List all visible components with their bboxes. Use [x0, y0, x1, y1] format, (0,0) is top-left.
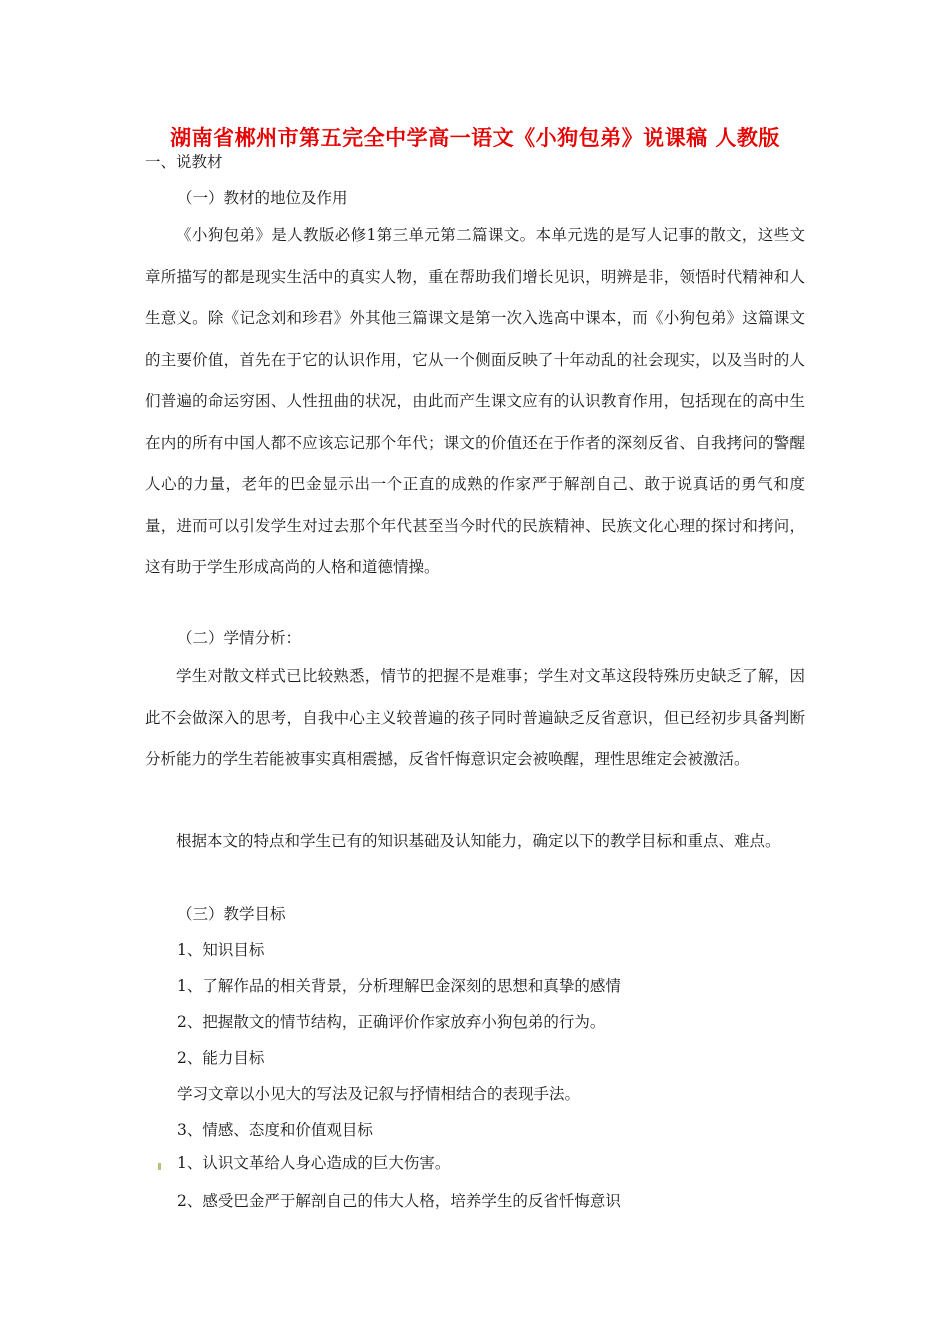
- paragraph: 根据本文的特点和学生已有的知识基础及认知能力，确定以下的教学目标和重点、难点。: [176, 832, 781, 850]
- goal-item: 1、认识文革给人身心造成的巨大伤害。: [177, 1154, 451, 1172]
- subsection-heading: （三）教学目标: [177, 905, 286, 923]
- goal-heading: 2、能力目标: [177, 1049, 265, 1067]
- document-title: 湖南省郴州市第五完全中学高一语文《小狗包弟》说课稿 人教版: [170, 125, 780, 150]
- goal-item: 2、感受巴金严于解剖自己的伟大人格，培养学生的反省忏悔意识: [177, 1192, 621, 1210]
- goal-item: 学习文章以小见大的写法及记叙与抒情相结合的表现手法。: [177, 1085, 581, 1103]
- subsection-heading: （一）教材的地位及作用: [177, 189, 348, 207]
- paragraph: 《小狗包弟》是人教版必修1第三单元第二篇课文。本单元选的是写人记事的散文，这些文章所描写的都是现实生活中的真实人物，重在帮助我们增长见识，明辨是非，领悟时代精神和人生意义。除《记念刘和珍君》外其他三篇课文是第一次入选高中课本，而《小狗包弟》这篇课文的主要价值，首先在于它的认识作用，它从一个侧面反映了十年动乱的社会现实，以及当时的人们普遍的命运穷困、人性扭曲的状况，由此而产生课文应有的认识教育作用，包括现在的高中生在内的所有中国人都不应该忘记那个年代；课文的价值还在于作者的深刻反省、自我拷问的警醒人心的力量，老年的巴金显示出一个正直的成熟的作家严于解剖自己、敢于说真话的勇气和度量，进而可以引发学生对过去那个年代甚至当今时代的民族精神、民族文化心理的探讨和拷问，这有助于学生形成高尚的人格和道德情操。: [145, 226, 805, 576]
- section-heading: 一、说教材: [145, 153, 223, 171]
- goal-heading: 3、情感、态度和价值观目标: [177, 1121, 373, 1139]
- subsection-heading: （二）学情分析：: [177, 629, 302, 647]
- goal-heading: 1、知识目标: [177, 941, 265, 959]
- goal-item: 2、把握散文的情节结构，正确评价作家放弃小狗包弟的行为。: [177, 1013, 606, 1031]
- margin-mark: [158, 1163, 161, 1170]
- paragraph: 学生对散文样式已比较熟悉，情节的把握不是难事；学生对文革这段特殊历史缺乏了解，因此不会做深入的思考，自我中心主义较普遍的孩子同时普遍缺乏反省意识，但已经初步具备判断分析能力的学生若能被事实真相震撼，反省忏悔意识定会被唤醒，理性思维定会被激活。: [145, 667, 805, 768]
- goal-item: 1、了解作品的相关背景，分析理解巴金深刻的思想和真挚的感情: [177, 977, 621, 995]
